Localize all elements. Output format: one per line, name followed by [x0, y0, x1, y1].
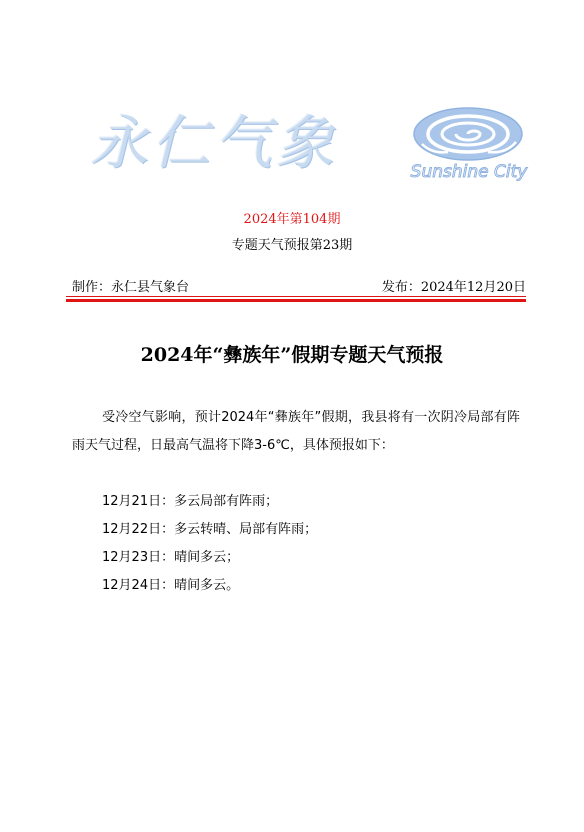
intro-paragraph: 受冷空气影响，预计2024年“彝族年”假期，我县将有一次阴冷局部有阵雨天气过程，日最高气温将下降3-6℃，具体预报如下： — [72, 410, 520, 453]
forecast-item: 12月22日：多云转晴、局部有阵雨； — [102, 522, 318, 537]
issue-series: 专题天气预报第23期 — [231, 238, 353, 253]
masthead — [90, 104, 530, 194]
producer-label: 制作：永仁县气象台 — [72, 280, 190, 295]
masthead-title: 永仁气象 — [90, 109, 339, 177]
release-date: 发布：2024年12月20日 — [381, 280, 526, 295]
meta-row — [72, 276, 526, 296]
divider-thin — [66, 296, 526, 297]
logo-caption: Sunshine City — [410, 162, 528, 182]
forecast-item: 12月21日：多云局部有阵雨； — [102, 494, 279, 509]
issue-number: 2024年第104期 — [243, 212, 341, 227]
forecast-item: 12月24日：晴间多云。 — [102, 578, 240, 593]
divider-thick — [66, 299, 526, 302]
document-headline: 2024年“彝族年”假期专题天气预报 — [140, 344, 444, 366]
forecast-list — [102, 488, 317, 600]
forecast-item: 12月23日：晴间多云； — [102, 550, 240, 565]
